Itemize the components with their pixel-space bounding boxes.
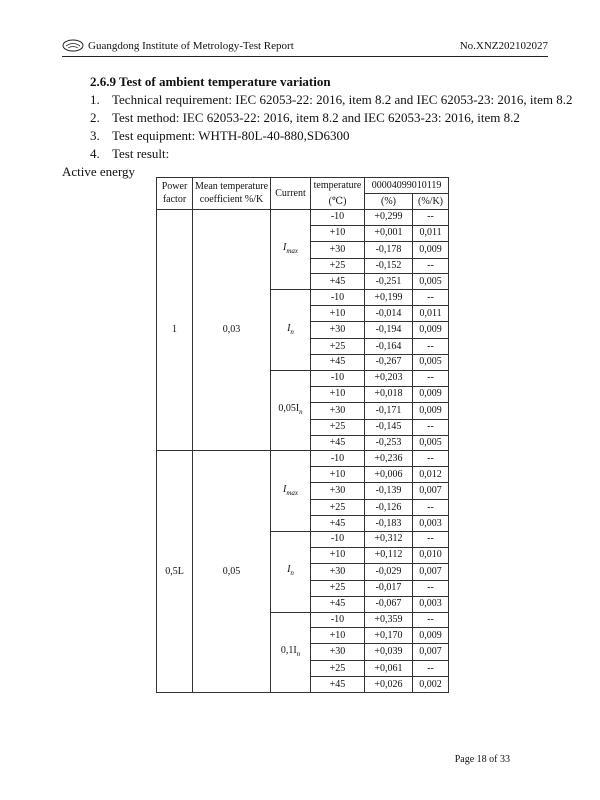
cell-mean-coefficient	[193, 402, 271, 419]
cell-error: -0,267	[365, 355, 413, 371]
cell-error: -0,164	[365, 339, 413, 355]
table-row	[157, 339, 449, 355]
cell-current	[271, 355, 311, 371]
cell-coefficient: --	[413, 661, 449, 677]
cell-error: +0,299	[365, 209, 413, 225]
current-label: I	[287, 322, 291, 334]
cell-error: -0,183	[365, 516, 413, 532]
cell-coefficient: 0,009	[413, 402, 449, 419]
cell-power-factor	[157, 241, 193, 258]
cell-power-factor	[157, 339, 193, 355]
current-label-subscript: max	[286, 247, 298, 256]
cell-mean-coefficient	[193, 500, 271, 516]
cell-power-factor	[157, 306, 193, 322]
cell-power-factor: 0,5L	[157, 563, 193, 580]
report-number: No.XNZ202102027	[459, 40, 548, 52]
cell-mean-coefficient	[193, 386, 271, 402]
current-label-subscript: n	[299, 408, 303, 417]
cell-mean-coefficient	[193, 467, 271, 483]
cell-temperature: +25	[311, 258, 365, 274]
institute-logo-icon	[62, 39, 84, 52]
cell-error: +0,039	[365, 644, 413, 661]
cell-error: -0,171	[365, 402, 413, 419]
cell-mean-coefficient	[193, 516, 271, 532]
cell-coefficient: 0,010	[413, 547, 449, 563]
cell-error: +0,006	[365, 467, 413, 483]
cell-coefficient: 0,011	[413, 225, 449, 241]
cell-current	[271, 580, 311, 596]
cell-error: -0,126	[365, 500, 413, 516]
table-row	[157, 661, 449, 677]
table-row	[157, 290, 449, 306]
table-row	[157, 563, 449, 580]
table-row	[157, 644, 449, 661]
current-label: I	[282, 242, 287, 254]
cell-error: +0,312	[365, 532, 413, 548]
cell-temperature: -10	[311, 532, 365, 548]
cell-error: -0,194	[365, 322, 413, 339]
cell-temperature: +25	[311, 580, 365, 596]
cell-power-factor: 1	[157, 322, 193, 339]
table-row	[157, 419, 449, 435]
cell-current	[271, 547, 311, 563]
cell-temperature: +10	[311, 386, 365, 402]
cell-mean-coefficient	[193, 661, 271, 677]
cell-temperature: -10	[311, 290, 365, 306]
table-row	[157, 274, 449, 290]
cell-coefficient: 0,011	[413, 306, 449, 322]
cell-temperature: +30	[311, 563, 365, 580]
table-row	[157, 516, 449, 532]
cell-temperature: +10	[311, 225, 365, 241]
cell-power-factor	[157, 580, 193, 596]
cell-coefficient: --	[413, 612, 449, 628]
cell-power-factor	[157, 596, 193, 612]
table-row	[157, 580, 449, 596]
results-table	[156, 177, 449, 693]
cell-mean-coefficient	[193, 241, 271, 258]
cell-power-factor	[157, 225, 193, 241]
cell-mean-coefficient	[193, 419, 271, 435]
results-table-body	[157, 178, 449, 693]
list-item-number: 1.	[90, 92, 100, 107]
cell-mean-coefficient	[193, 628, 271, 644]
cell-mean-coefficient	[193, 258, 271, 274]
cell-mean-coefficient	[193, 435, 271, 451]
table-row	[157, 258, 449, 274]
cell-power-factor	[157, 209, 193, 225]
header-power-factor	[157, 178, 193, 210]
cell-coefficient: --	[413, 258, 449, 274]
cell-error: +0,026	[365, 677, 413, 693]
cell-mean-coefficient	[193, 451, 271, 467]
list-item-text: Test result:	[112, 146, 170, 161]
current-label-subscript: n	[296, 649, 301, 658]
cell-mean-coefficient	[193, 580, 271, 596]
cell-temperature: -10	[311, 209, 365, 225]
cell-power-factor	[157, 290, 193, 306]
cell-error: -0,253	[365, 435, 413, 451]
cell-coefficient: 0,005	[413, 274, 449, 290]
table-row	[157, 467, 449, 483]
list-item	[90, 146, 169, 162]
cell-mean-coefficient	[193, 644, 271, 661]
cell-temperature: +30	[311, 402, 365, 419]
list-item	[90, 128, 350, 144]
table-row	[157, 355, 449, 371]
table-row	[157, 435, 449, 451]
cell-temperature: +10	[311, 467, 365, 483]
header-coef-unit: (%/K)	[413, 193, 449, 209]
current-label-subscript: n	[290, 327, 294, 336]
cell-temperature: +30	[311, 241, 365, 258]
cell-mean-coefficient	[193, 225, 271, 241]
cell-current	[271, 322, 311, 339]
header-temperature: temperature	[311, 178, 365, 194]
table-header-row	[157, 178, 449, 194]
cell-error: -0,017	[365, 580, 413, 596]
cell-power-factor	[157, 355, 193, 371]
cell-temperature: +25	[311, 661, 365, 677]
list-item	[90, 110, 520, 126]
cell-error: -0,152	[365, 258, 413, 274]
cell-error: -0,067	[365, 596, 413, 612]
list-item-text: Technical requirement: IEC 62053-22: 2016, item 8.2 and IEC 62053-23: 2016, item 8.2	[112, 92, 573, 107]
header-temperature-unit: (℃)	[311, 193, 365, 209]
header-current: Current	[271, 178, 311, 210]
table-row	[157, 612, 449, 628]
cell-mean-coefficient	[193, 532, 271, 548]
cell-mean-coefficient: 0,03	[193, 322, 271, 339]
cell-mean-coefficient	[193, 596, 271, 612]
header-mean-temperature	[193, 178, 271, 210]
cell-current	[271, 628, 311, 644]
cell-error: +0,001	[365, 225, 413, 241]
cell-current	[271, 370, 311, 386]
cell-power-factor	[157, 451, 193, 467]
cell-temperature: +45	[311, 677, 365, 693]
cell-current	[271, 451, 311, 467]
cell-power-factor	[157, 258, 193, 274]
list-item-number: 3.	[90, 128, 100, 143]
cell-temperature: +25	[311, 500, 365, 516]
cell-temperature: +25	[311, 339, 365, 355]
cell-current	[271, 274, 311, 290]
cell-coefficient: 0,003	[413, 596, 449, 612]
cell-coefficient: --	[413, 532, 449, 548]
cell-temperature: +45	[311, 596, 365, 612]
cell-mean-coefficient: 0,05	[193, 563, 271, 580]
cell-current	[271, 386, 311, 402]
table-row	[157, 451, 449, 467]
header-power-factor-line1: Power	[161, 181, 188, 193]
cell-error: +0,061	[365, 661, 413, 677]
cell-temperature: +45	[311, 435, 365, 451]
cell-current	[271, 596, 311, 612]
cell-coefficient: 0,009	[413, 386, 449, 402]
cell-temperature: +10	[311, 628, 365, 644]
cell-power-factor	[157, 612, 193, 628]
table-row	[157, 386, 449, 402]
cell-power-factor	[157, 483, 193, 500]
table-row	[157, 547, 449, 563]
cell-power-factor	[157, 386, 193, 402]
cell-coefficient: 0,007	[413, 563, 449, 580]
header-meter-id: 00004099010119	[365, 178, 449, 194]
cell-mean-coefficient	[193, 274, 271, 290]
cell-mean-coefficient	[193, 290, 271, 306]
cell-error: -0,029	[365, 563, 413, 580]
list-item-text: Test equipment: WHTH-80L-40-880,SD6300	[112, 128, 350, 143]
cell-current	[271, 483, 311, 500]
list-item	[90, 92, 573, 108]
current-label: 0,1I	[280, 644, 297, 656]
table-row	[157, 241, 449, 258]
cell-current	[271, 612, 311, 628]
cell-temperature: +10	[311, 306, 365, 322]
cell-power-factor	[157, 532, 193, 548]
cell-coefficient: --	[413, 500, 449, 516]
cell-current	[271, 661, 311, 677]
cell-mean-coefficient	[193, 483, 271, 500]
cell-error: +0,199	[365, 290, 413, 306]
cell-coefficient: 0,007	[413, 483, 449, 500]
cell-current	[271, 435, 311, 451]
header-mean-temperature-line2: coefficient %/K	[199, 194, 264, 206]
cell-temperature: +45	[311, 355, 365, 371]
cell-mean-coefficient	[193, 209, 271, 225]
cell-error: -0,178	[365, 241, 413, 258]
header-error-unit: (%)	[365, 193, 413, 209]
cell-power-factor	[157, 402, 193, 419]
cell-current	[271, 241, 311, 258]
cell-current	[271, 339, 311, 355]
cell-coefficient: --	[413, 209, 449, 225]
table-row	[157, 225, 449, 241]
cell-error: +0,203	[365, 370, 413, 386]
cell-mean-coefficient	[193, 306, 271, 322]
cell-current	[271, 644, 311, 661]
table-subheading: Active energy	[62, 164, 136, 179]
cell-temperature: +10	[311, 547, 365, 563]
cell-coefficient: 0,009	[413, 322, 449, 339]
cell-error: +0,359	[365, 612, 413, 628]
list-item-text: Test method: IEC 62053-22: 2016, item 8.2 and IEC 62053-23: 2016, item 8.2	[112, 110, 520, 125]
table-row	[157, 370, 449, 386]
cell-power-factor	[157, 467, 193, 483]
cell-coefficient: 0,005	[413, 355, 449, 371]
cell-power-factor	[157, 274, 193, 290]
cell-coefficient: --	[413, 290, 449, 306]
cell-coefficient: --	[413, 419, 449, 435]
cell-mean-coefficient	[193, 355, 271, 371]
cell-power-factor	[157, 644, 193, 661]
cell-error: -0,145	[365, 419, 413, 435]
cell-current	[271, 306, 311, 322]
cell-current	[271, 225, 311, 241]
current-label-subscript: n	[290, 569, 294, 578]
cell-current	[271, 500, 311, 516]
table-row	[157, 306, 449, 322]
table-row	[157, 628, 449, 644]
cell-mean-coefficient	[193, 612, 271, 628]
cell-error: -0,251	[365, 274, 413, 290]
cell-temperature: +45	[311, 516, 365, 532]
cell-current	[271, 402, 311, 419]
cell-power-factor	[157, 370, 193, 386]
cell-power-factor	[157, 628, 193, 644]
table-row	[157, 322, 449, 339]
header-power-factor-line2: factor	[162, 194, 187, 206]
cell-temperature: +25	[311, 419, 365, 435]
cell-coefficient: 0,009	[413, 628, 449, 644]
cell-power-factor	[157, 419, 193, 435]
cell-coefficient: 0,003	[413, 516, 449, 532]
cell-coefficient: 0,002	[413, 677, 449, 693]
cell-power-factor	[157, 677, 193, 693]
cell-error: +0,170	[365, 628, 413, 644]
cell-coefficient: 0,009	[413, 241, 449, 258]
cell-coefficient: --	[413, 580, 449, 596]
cell-current	[271, 532, 311, 548]
cell-temperature: +30	[311, 322, 365, 339]
cell-coefficient: 0,007	[413, 644, 449, 661]
cell-current	[271, 258, 311, 274]
current-label: I	[282, 483, 287, 495]
cell-power-factor	[157, 516, 193, 532]
cell-error: -0,139	[365, 483, 413, 500]
list-item-number: 2.	[90, 110, 100, 125]
cell-temperature: -10	[311, 451, 365, 467]
list-item-number: 4.	[90, 146, 100, 161]
cell-current	[271, 209, 311, 225]
table-row	[157, 483, 449, 500]
cell-temperature: +30	[311, 644, 365, 661]
current-label: 0,05I	[278, 403, 300, 415]
table-row	[157, 209, 449, 225]
institute-name: Guangdong Institute of Metrology-Test Report	[88, 40, 294, 52]
cell-power-factor	[157, 435, 193, 451]
cell-error: +0,018	[365, 386, 413, 402]
cell-power-factor	[157, 547, 193, 563]
cell-coefficient: --	[413, 451, 449, 467]
cell-temperature: -10	[311, 370, 365, 386]
cell-temperature: +45	[311, 274, 365, 290]
page-number: Page 18 of 33	[454, 754, 510, 765]
cell-current	[271, 516, 311, 532]
section-title: 2.6.9 Test of ambient temperature variation	[90, 74, 331, 89]
header-mean-temperature-line1: Mean temperature	[194, 181, 269, 193]
cell-mean-coefficient	[193, 677, 271, 693]
cell-mean-coefficient	[193, 547, 271, 563]
cell-error: +0,112	[365, 547, 413, 563]
cell-mean-coefficient	[193, 339, 271, 355]
cell-temperature: +30	[311, 483, 365, 500]
table-row	[157, 402, 449, 419]
cell-current	[271, 467, 311, 483]
cell-temperature: -10	[311, 612, 365, 628]
table-row	[157, 677, 449, 693]
current-label-subscript: max	[286, 488, 298, 497]
table-row	[157, 532, 449, 548]
report-header	[62, 38, 548, 57]
cell-coefficient: --	[413, 370, 449, 386]
table-row	[157, 500, 449, 516]
cell-mean-coefficient	[193, 370, 271, 386]
cell-power-factor	[157, 661, 193, 677]
cell-power-factor	[157, 500, 193, 516]
cell-current	[271, 419, 311, 435]
cell-error: -0,014	[365, 306, 413, 322]
cell-coefficient: --	[413, 339, 449, 355]
cell-current	[271, 290, 311, 306]
cell-current	[271, 677, 311, 693]
cell-current	[271, 563, 311, 580]
cell-error: +0,236	[365, 451, 413, 467]
table-row	[157, 596, 449, 612]
cell-coefficient: 0,005	[413, 435, 449, 451]
current-label: I	[287, 564, 291, 576]
cell-coefficient: 0,012	[413, 467, 449, 483]
